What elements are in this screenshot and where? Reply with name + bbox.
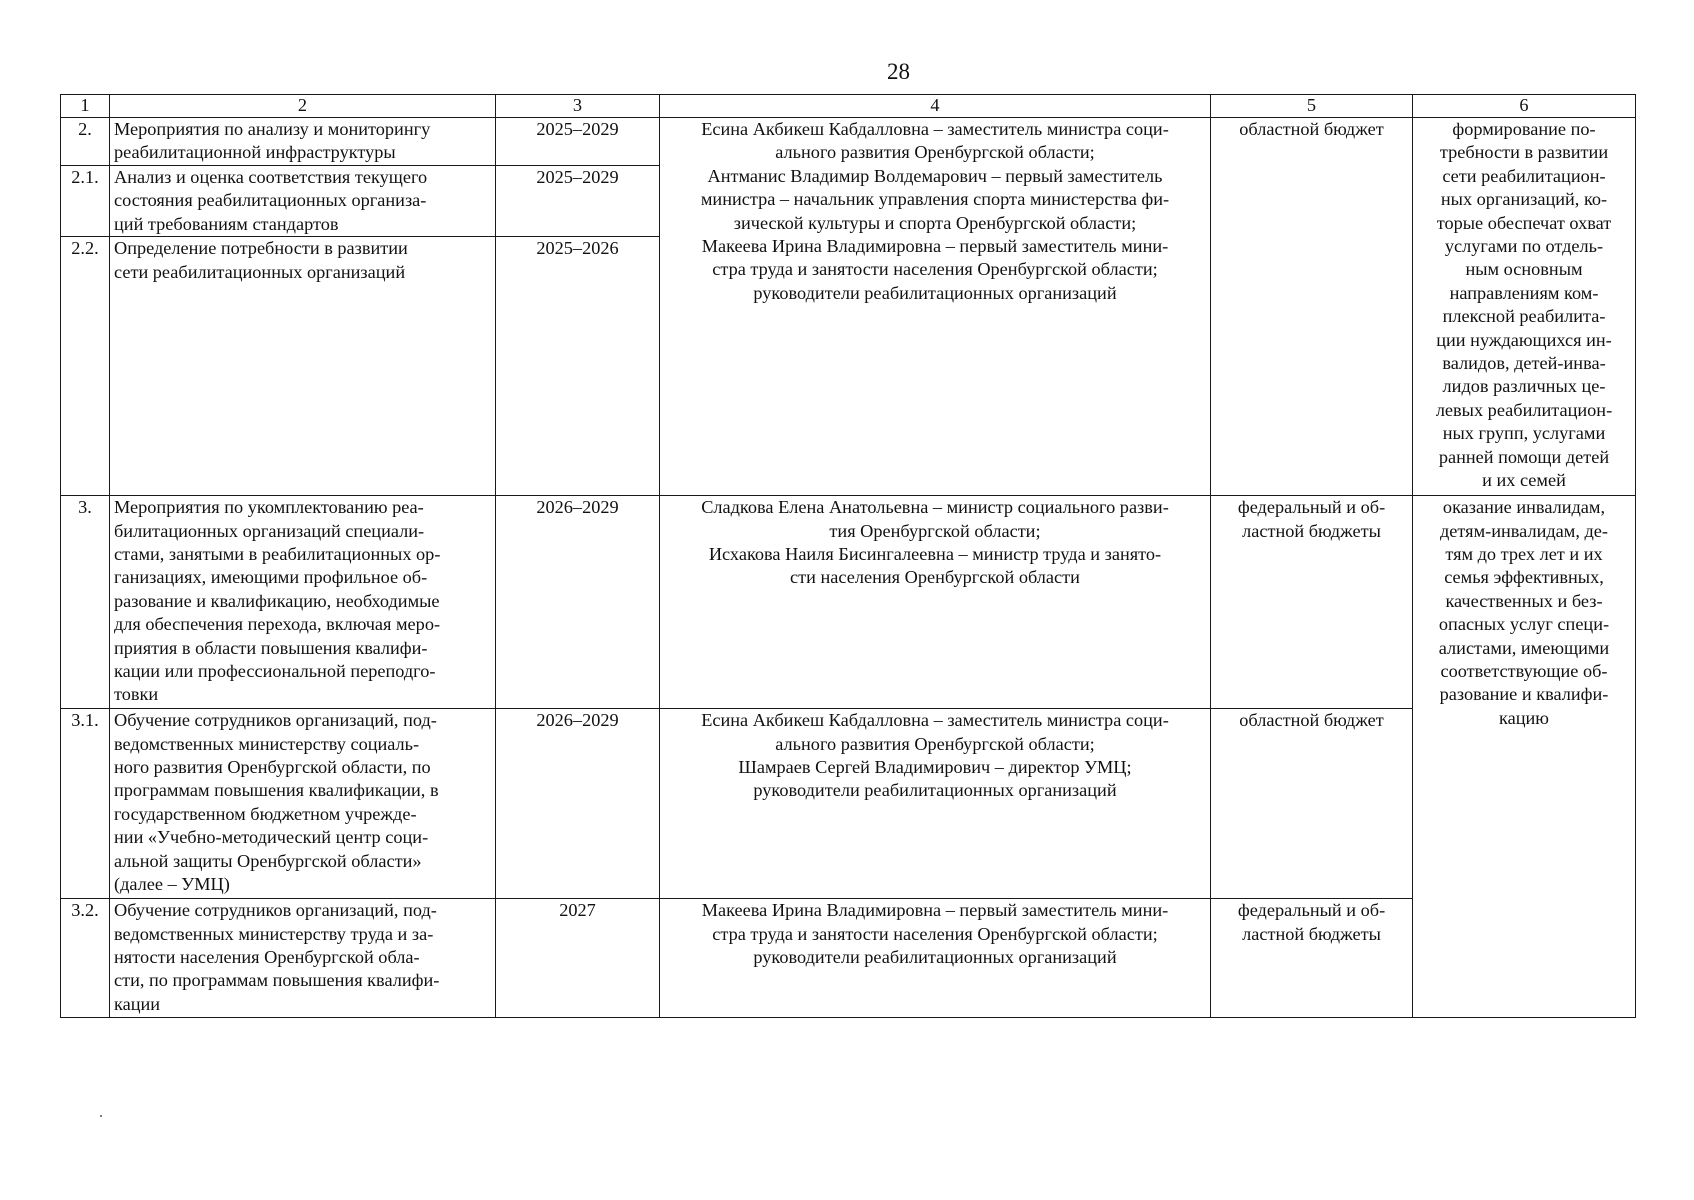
result-line: качественных и без- <box>1445 590 1603 611</box>
result-line: направлениям ком- <box>1449 282 1599 303</box>
activity-name <box>110 899 496 1018</box>
row-number: 3.1. <box>61 709 110 899</box>
expected-result <box>1413 496 1636 1018</box>
activity-name-line: Анализ и оценка соответствия текущего <box>114 167 428 187</box>
responsible-persons <box>660 899 1211 1018</box>
result-line: ных организаций, ко- <box>1440 189 1608 210</box>
header-cell-6: 6 <box>1413 95 1636 118</box>
activity-name-line: товки <box>114 684 159 705</box>
activity-name-line: ганизациях, имеющими профильное об- <box>114 567 428 588</box>
funding-source-line: федеральный и об- <box>1237 497 1386 518</box>
responsible-line: ального развития Оренбургской области; <box>775 142 1095 163</box>
activity-name-line: билитационных организаций специали- <box>114 520 425 541</box>
funding-source-line: областной бюджет <box>1239 710 1384 731</box>
result-line: валидов, детей-инва- <box>1442 353 1606 374</box>
result-line: алистами, имеющими <box>1438 637 1610 658</box>
funding-source-line: ластной бюджеты <box>1242 923 1381 944</box>
responsible-line: тия Оренбургской области; <box>829 520 1041 541</box>
activity-name <box>110 709 496 899</box>
scan-speck <box>100 1115 102 1117</box>
result-line: ных групп, услугами <box>1442 423 1606 444</box>
result-line: кацию <box>1499 707 1549 728</box>
result-line: ным основным <box>1465 259 1583 280</box>
responsible-line: ального развития Оренбургской области; <box>775 733 1095 754</box>
activity-name <box>110 166 496 237</box>
activity-name-line: сти, по программам повышения квалифи- <box>114 970 440 991</box>
activity-name-line: Обучение сотрудников организаций, под- <box>114 900 437 921</box>
header-cell-3: 3 <box>496 95 660 118</box>
activity-name-line: нии «Учебно-методический центр соци- <box>114 827 429 848</box>
activity-name-line: для обеспечения перехода, включая меро- <box>114 614 441 635</box>
period: 2025–2029 <box>496 118 660 166</box>
activity-name-line: ций требованиям стандартов <box>114 213 339 234</box>
activity-name-line: реабилитационной инфраструктуры <box>114 142 396 163</box>
period: 2025–2026 <box>496 237 660 496</box>
responsible-persons <box>660 118 1211 496</box>
result-line: ции нуждающихся ин- <box>1436 329 1612 350</box>
activity-name-line: ведомственных министерству труда и за- <box>114 923 434 944</box>
activity-name-line: разование и квалификацию, необходимые <box>114 590 440 611</box>
activity-name-line: стами, занятыми в реабилитационных ор- <box>114 544 441 565</box>
result-line: семья эффективных, <box>1444 567 1604 588</box>
funding-source <box>1211 496 1413 709</box>
header-cell-1: 1 <box>61 95 110 118</box>
funding-source-line: федеральный и об- <box>1237 900 1386 921</box>
responsible-line: Есина Акбикеш Кабдалловна – заместитель министра соци- <box>701 710 1169 731</box>
result-line: тям до трех лет и их <box>1445 544 1603 565</box>
activities-table <box>60 94 1636 1018</box>
funding-source-line: областной бюджет <box>1239 119 1384 139</box>
result-line: опасных услуг специ- <box>1438 614 1610 635</box>
period: 2026–2029 <box>496 709 660 899</box>
result-line: требности в развитии <box>1439 142 1609 163</box>
table-row <box>61 899 1636 1018</box>
funding-source <box>1211 709 1413 899</box>
expected-result <box>1413 118 1636 496</box>
activity-name-line: государственном бюджетном учрежде- <box>114 803 417 824</box>
activity-name-line: сети реабилитационных организаций <box>114 261 406 282</box>
header-cell-5: 5 <box>1211 95 1413 118</box>
header-cell-2: 2 <box>110 95 496 118</box>
responsible-line: руководители реабилитационных организаций <box>753 947 1117 968</box>
responsible-line: стра труда и занятости населения Оренбургской области; <box>712 259 1158 280</box>
activity-name-line: альной защиты Оренбургской области» <box>114 850 422 871</box>
activity-name <box>110 237 496 496</box>
result-line: лидов различных це- <box>1442 376 1606 397</box>
responsible-line: Исхакова Наиля Бисингалеевна – министр труда и занято- <box>708 544 1162 565</box>
page-number: 28 <box>887 59 910 84</box>
responsible-line: руководители реабилитационных организаций <box>753 282 1117 303</box>
result-line: левых реабилитацион- <box>1435 399 1613 420</box>
row-number: 2.2. <box>61 237 110 496</box>
responsible-line: Антманис Владимир Волдемарович – первый заместитель <box>707 165 1163 186</box>
responsible-line: стра труда и занятости населения Оренбургской области; <box>712 923 1158 944</box>
activity-name-line: ведомственных министерству социаль- <box>114 733 420 754</box>
result-line: и их семей <box>1482 470 1566 491</box>
activity-name-line: Мероприятия по анализу и мониторингу <box>114 119 431 139</box>
funding-source <box>1211 118 1413 496</box>
row-number: 2.1. <box>61 166 110 237</box>
row-number: 2. <box>61 118 110 166</box>
result-line: формирование по- <box>1452 119 1596 139</box>
table-row <box>61 118 1636 166</box>
responsible-line: сти населения Оренбургской области <box>790 567 1080 588</box>
result-line: разование и квалифи- <box>1439 684 1609 705</box>
table-row <box>61 709 1636 899</box>
result-line: плексной реабилита- <box>1442 306 1606 327</box>
responsible-line: Макеева Ирина Владимировна – первый заместитель мини- <box>701 236 1169 257</box>
row-number: 3.2. <box>61 899 110 1018</box>
activity-name-line: приятия в области повышения квалифи- <box>114 637 428 658</box>
activity-name <box>110 496 496 709</box>
row-number: 3. <box>61 496 110 709</box>
responsible-line: руководители реабилитационных организаций <box>753 780 1117 801</box>
responsible-line: Шамраев Сергей Владимирович – директор УМЦ; <box>738 757 1132 778</box>
activity-name-line: (далее – УМЦ) <box>114 874 230 895</box>
activity-name-line: нятости населения Оренбургской обла- <box>114 947 420 968</box>
funding-source-line: ластной бюджеты <box>1242 520 1381 541</box>
activity-name-line: Мероприятия по укомплектованию реа- <box>114 497 424 518</box>
result-line: сети реабилитацион- <box>1442 165 1606 186</box>
period: 2027 <box>496 899 660 1018</box>
header-cell-4: 4 <box>660 95 1211 118</box>
responsible-persons <box>660 709 1211 899</box>
responsible-line: Сладкова Елена Анатольевна – министр социального разви- <box>701 497 1169 518</box>
result-line: ранней помощи детей <box>1438 446 1610 467</box>
activity-name-line: программам повышения квалификации, в <box>114 780 439 801</box>
responsible-line: министра – начальник управления спорта министерства фи- <box>700 189 1170 210</box>
activity-name-line: Определение потребности в развитии <box>114 238 408 259</box>
activity-name <box>110 118 496 166</box>
activity-name-line: состояния реабилитационных организа- <box>114 190 427 211</box>
activity-name-line: кации или профессиональной переподго- <box>114 661 436 682</box>
result-line: торые обеспечат охват <box>1436 212 1612 233</box>
activity-name-line: кации <box>114 993 161 1014</box>
result-line: оказание инвалидам, <box>1442 497 1606 518</box>
funding-source <box>1211 899 1413 1018</box>
table-row <box>61 496 1636 709</box>
responsible-line: Макеева Ирина Владимировна – первый заместитель мини- <box>701 900 1169 921</box>
period: 2025–2029 <box>496 166 660 237</box>
result-line: детям-инвалидам, де- <box>1440 520 1608 541</box>
responsible-line: зической культуры и спорта Оренбургской области; <box>733 212 1137 233</box>
activity-name-line: ного развития Оренбургской области, по <box>114 757 431 778</box>
activity-name-line: Обучение сотрудников организаций, под- <box>114 710 437 731</box>
period: 2026–2029 <box>496 496 660 709</box>
responsible-line: Есина Акбикеш Кабдалловна – заместитель министра соци- <box>701 119 1169 139</box>
result-line: соответствующие об- <box>1440 661 1608 682</box>
result-line: услугами по отдель- <box>1444 236 1604 257</box>
responsible-persons <box>660 496 1211 709</box>
header-row <box>61 95 1636 118</box>
